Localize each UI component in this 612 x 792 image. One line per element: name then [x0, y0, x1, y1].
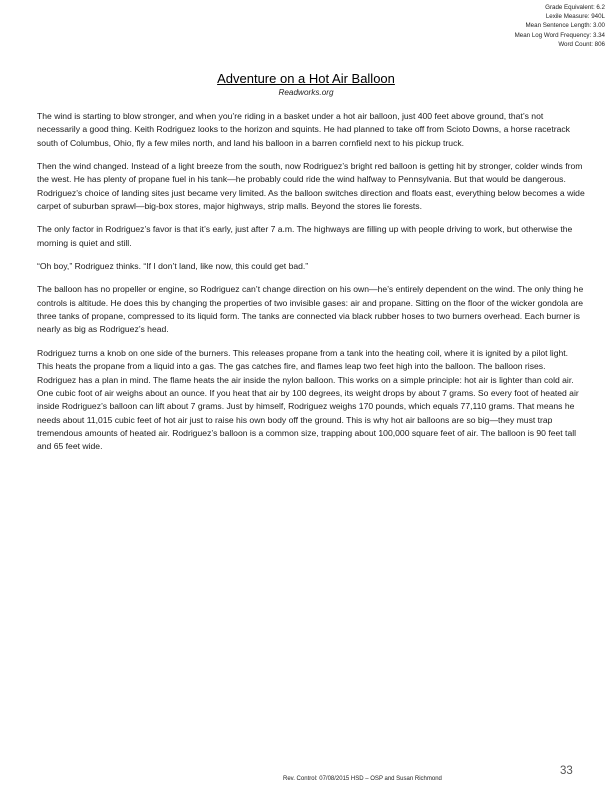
paragraph: The wind is starting to blow stronger, and when you’re riding in a basket under a hot air balloon, just 400 feet above ground, that’s not necessarily a good thing. Keith Rodriguez looks to the horizon and squints. He had planned to take off from Scioto Downs, a horse racetrack south of Columbus, Ohio, fly a few miles north, and land his balloon in a barren cornfield next to his pickup truck.	[37, 111, 570, 148]
article-body	[37, 110, 585, 464]
word-count: Word Count: 806	[558, 40, 605, 48]
mean-sentence-length: Mean Sentence Length: 3.00	[525, 22, 605, 30]
paragraph: The balloon has no propeller or engine, so Rodriguez can’t change direction on his own—he’s entirely dependent on the wind. The only thing he controls is altitude. He does this by changing the properties of two invisible gases: air and propane. Sitting on the floor of the wicker gondola are three tanks of propane, compressed to its liquid form. The tanks are connected via black rubber hoses to two burners overhead. Each burner is nearly as big as Rodriguez’s head.	[37, 284, 584, 335]
article-source: Readworks.org	[278, 88, 334, 97]
paragraph: The only factor in Rodriguez’s favor is that it’s early, just after 7 a.m. The highways are filling up with people driving to work, but otherwise the morning is quiet and still.	[37, 224, 573, 248]
mean-log-word-frequency: Mean Log Word Frequency: 3.34	[514, 31, 605, 39]
article-title: Adventure on a Hot Air Balloon	[217, 71, 395, 86]
paragraph: “Oh boy,” Rodriguez thinks. “If I don’t land, like now, this could get bad.”	[37, 261, 309, 272]
page-number: 33	[560, 765, 573, 777]
lexile-measure: Lexile Measure: 940L	[545, 13, 605, 21]
reading-metrics	[515, 3, 605, 49]
paragraph: Rodriguez turns a knob on one side of the burners. This releases propane from a tank into the heating coil, where it is ignited by a pilot light. This heats the propane from a liquid into a gas. The gas catches fire, and flames leap two feet high into the balloon. The balloon rises. Rodriguez has a plan in mind. The flame heats the air inside the nylon balloon. This works on a simple principle: hot air is lighter than cold air. One cubic foot of air weighs about an ounce. If you heat that air by 100 degrees, its weight drops by about 7 grams. So every foot of heated air inside Rodriguez’s balloon can lift about 7 grams. Just by himself, Rodriguez weighs 170 pounds, which equals 77,110 grams. That means he needs about 11,015 cubic feet of hot air just to raise his own body off the ground. This is why hot air balloons are so big—they must trap tremendous amounts of heated air. Rodriguez’s balloon is a common size, trapping about 100,000 square feet of air. The balloon is 90 feet tall and 65 feet wide.	[37, 347, 579, 452]
paragraph: Then the wind changed. Instead of a light breeze from the south, now Rodriguez’s bright red balloon is getting hit by stronger, colder winds from the west. He has plenty of propane fuel in his tank—he probably could ride the wind halfway to Pennsylvania. But that would be dangerous. Rodriguez’s choice of landing sites just became very limited. As the balloon switches direction and floats east, everything below becomes a wide carpet of suburban sprawl—big-box stores, major highways, strip malls. Beyond the stores lie forests.	[37, 161, 585, 212]
revision-control: Rev. Control: 07/08/2015 HSD – OSP and Susan Richmond	[283, 776, 442, 782]
grade-equivalent: Grade Equivalent: 6.2	[545, 4, 605, 11]
